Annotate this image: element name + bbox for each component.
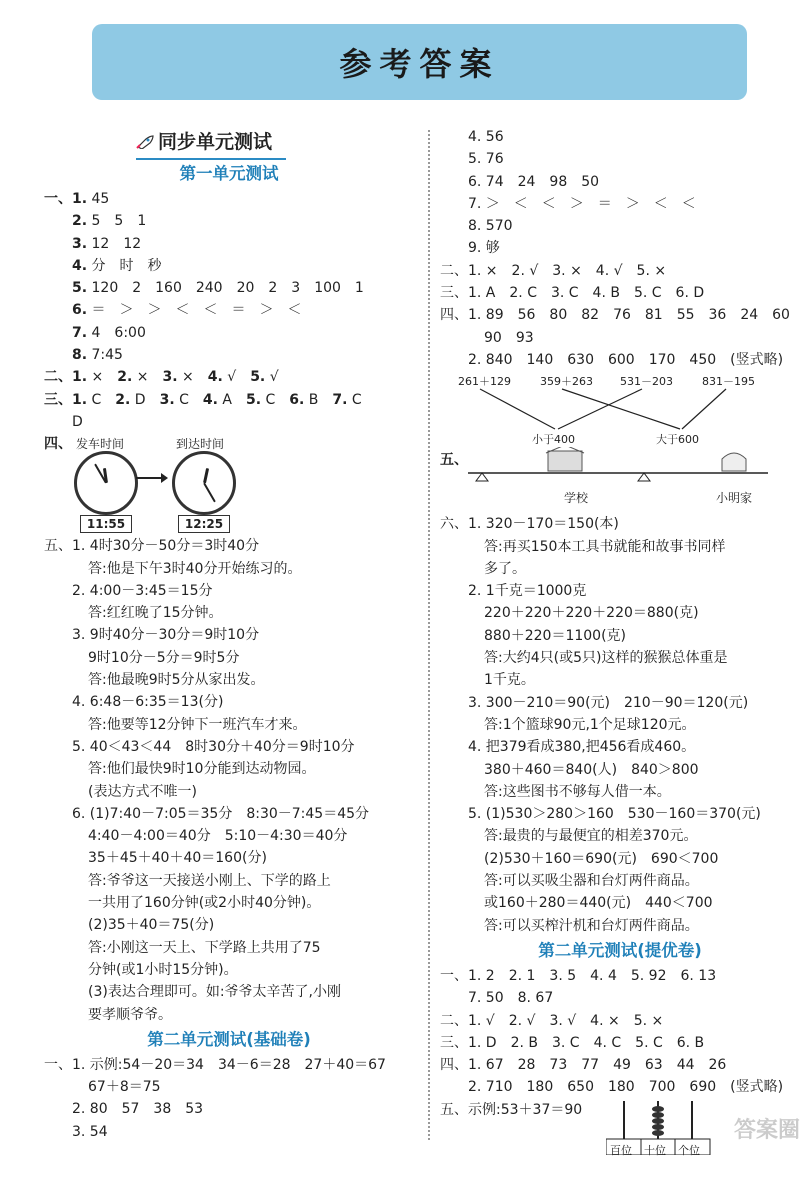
answer-line: 三、1. A 2. C 3. C 4. B 5. C 6. D [440, 285, 705, 302]
house-icon [722, 453, 746, 471]
answer-key-banner [92, 24, 747, 100]
section-header-row [44, 126, 414, 160]
answer-line: 要孝顺爷爷。 [88, 1006, 172, 1023]
answer-line: (2)530＋160＝690(元) 690＜700 [484, 850, 719, 867]
answer-line: 答:他要等12分钟下一班汽车才来。 [88, 716, 307, 733]
section-label: 同步单元测试 [158, 130, 273, 153]
answer-line: 6. 74 24 98 50 [468, 173, 600, 190]
answer-line: 或160＋280＝440(元) 440＜700 [484, 895, 713, 912]
answer-line: 二、1. × 2. × 3. × 4. √ 5. √ [44, 369, 279, 386]
clock1-label: 发车时间 [76, 437, 125, 452]
answer-line: 2. 710 180 650 180 700 690 (竖式略) [468, 1079, 784, 1096]
answer-line: 三、1. C 2. D 3. C 4. A 5. C 6. B 7. C [44, 391, 362, 408]
number-line-diagram [440, 447, 800, 513]
arrival-time: 12:25 [178, 515, 230, 533]
match-expr: 831－195 [702, 375, 755, 389]
answer-line: 五、示例:53＋37＝90 [440, 1101, 583, 1118]
answer-line: 答:再买150本工具书就能和故事书同样 [484, 538, 726, 555]
school-icon [548, 451, 582, 471]
match-target: 小于400 [532, 433, 575, 447]
answer-line: 一、1. 45 [44, 191, 110, 207]
unit1-answers [44, 535, 414, 1026]
answer-line: 220＋220＋220＋220＝880(克) [484, 605, 699, 622]
answer-line: 答:可以买吸尘器和台灯两件商品。 [484, 873, 699, 890]
answer-line: 二、1. √ 2. √ 3. √ 4. × 5. × [440, 1012, 664, 1029]
answer-line: 2. 1千克＝1000克 [468, 583, 587, 600]
match-line [558, 389, 642, 429]
answer-line: 分钟(或1小时15分钟)。 [88, 961, 238, 978]
triangle-marker-icon [476, 473, 488, 481]
match-target: 大于600 [656, 433, 699, 447]
answer-line: 4. 把379看成380,把456看成460。 [468, 739, 696, 756]
answer-line: 6. (1)7:40－7:05＝35分 8:30－7:45＝45分 [72, 805, 370, 822]
right-answers [440, 126, 800, 371]
clock-diagram [44, 433, 414, 532]
answer-line: 四、1. 89 56 80 82 76 81 55 36 24 60 [440, 307, 790, 324]
answer-line: 380＋460＝840(人) 840＞800 [484, 761, 699, 778]
answer-line: D [72, 413, 83, 430]
abacus-label: 个位 [678, 1143, 700, 1157]
answer-line: 答:红红晚了15分钟。 [88, 605, 223, 622]
answer-line: 35＋45＋40＋40＝160(分) [88, 850, 267, 867]
answer-line: (2)35＋40＝75(分) [88, 917, 215, 934]
answer-line: 六、1. 320－170＝150(本) [440, 516, 619, 533]
answer-line: 3. 54 [72, 1123, 108, 1140]
section-heading [136, 126, 286, 160]
answer-line: 一、1. 2 2. 1 3. 5 4. 4 5. 92 6. 13 [440, 967, 717, 984]
answer-line: 答:他是下午3时40分开始练习的。 [88, 560, 302, 577]
answer-line: 1千克。 [484, 672, 535, 689]
school-label: 学校 [564, 491, 589, 506]
triangle-marker-icon [638, 473, 650, 481]
answer-line: 4. 6:48－6:35＝13(分) [72, 694, 224, 711]
answer-line: 3. 300－210＝90(元) 210－90＝120(元) [468, 694, 749, 711]
answer-line: 答:小刚这一天上、下学路上共用了75 [88, 939, 321, 956]
answer-line: 答:这些图书不够每人借一本。 [484, 783, 671, 800]
hour-hand [203, 468, 209, 483]
answer-line: 一共用了160分钟(或2小时40分钟)。 [88, 895, 321, 912]
answer-line: 7. ＞ ＜ ＜ ＞ ＝ ＞ ＜ ＜ [468, 195, 696, 212]
clock2-label: 到达时间 [176, 437, 225, 452]
answer-line: 3. 12 12 [72, 235, 142, 252]
answer-line: 答:他们最快9时10分能到达动物园。 [88, 761, 316, 778]
match-expr: 531－203 [620, 375, 673, 389]
answer-line: 67＋8＝75 [88, 1079, 161, 1096]
answer-line: (3)表达合理即可。如:爷爷太辛苦了,小刚 [88, 984, 341, 1001]
answer-line: 90 93 [484, 329, 534, 346]
rocket-icon [136, 135, 154, 149]
answer-line: 7. 4 6:00 [72, 324, 146, 341]
answer-line: 9. 够 [468, 240, 500, 257]
answer-line: 6. ＝ ＞ ＞ ＜ ＜ ＝ ＞ ＜ [72, 302, 302, 319]
answer-line: 8. 7:45 [72, 347, 123, 364]
question-label: 四、 [44, 436, 72, 453]
match-expr: 261＋129 [458, 375, 511, 389]
unit2b-title: 第二单元测试(提优卷) [538, 940, 702, 960]
answer-line: 2. 5 5 1 [72, 213, 147, 230]
answer-line: 二、1. × 2. √ 3. × 4. √ 5. × [440, 262, 667, 279]
answer-line: 答:1个篮球90元,1个足球120元。 [484, 716, 696, 733]
right-column [440, 126, 800, 1181]
left-column [44, 126, 414, 1143]
answer-line: 8. 570 [468, 218, 513, 235]
answer-line: (表达方式不唯一) [88, 783, 197, 800]
abacus-label: 百位 [610, 1143, 632, 1157]
answer-line: 4:40－4:00＝40分 5:10－4:30＝40分 [88, 828, 348, 845]
minute-hand [203, 483, 216, 503]
answer-line: 4. 56 [468, 129, 504, 145]
answer-line: 2. 840 140 630 600 170 450 (竖式略) [468, 351, 784, 368]
match-expr: 359＋263 [540, 375, 593, 389]
answer-line: 答:大约4只(或5只)这样的猴猴总体重是 [484, 650, 728, 667]
answer-line: 5. 120 2 160 240 20 2 3 100 1 [72, 280, 364, 297]
match-line [562, 389, 680, 429]
question-label: 五、 [440, 452, 468, 469]
answer-line: 多了。 [484, 560, 526, 577]
answer-line: 四、1. 67 28 73 77 49 63 44 26 [440, 1057, 727, 1074]
answer-line: 4. 分 时 秒 [72, 257, 162, 274]
page-title: 参考答案 [339, 45, 500, 83]
answer-line: 一、1. 示例:54－20＝34 34－6＝28 27＋40＝67 [44, 1056, 386, 1073]
answer-line: 三、1. D 2. B 3. C 4. C 5. C 6. B [440, 1034, 705, 1051]
answer-line: 5. (1)530＞280＞160 530－160＝370(元) [468, 806, 761, 823]
unit2b-answers [440, 965, 800, 1121]
answer-line: 五、1. 4时30分－50分＝3时40分 [44, 538, 260, 555]
arrow-icon [136, 477, 166, 479]
answer-line: 答:爷爷这一天接送小刚上、下学的路上 [88, 872, 331, 889]
right-word-problems [440, 513, 800, 937]
answer-line: 3. 9时40分－30分＝9时10分 [72, 627, 260, 644]
unit1-title: 第一单元测试 [179, 164, 279, 183]
answer-line: 7. 50 8. 67 [468, 990, 554, 1007]
departure-time: 11:55 [80, 515, 132, 533]
home-label: 小明家 [716, 491, 753, 506]
match-line [682, 389, 726, 429]
clock-face-arrival [172, 451, 236, 515]
answer-line: 9时10分－5分＝9时5分 [88, 649, 240, 666]
answer-line: 2. 80 57 38 53 [72, 1101, 204, 1118]
clock-face-departure [74, 451, 138, 515]
answer-line: 答:可以买榨汁机和台灯两件商品。 [484, 917, 699, 934]
answer-line: 5. 40＜43＜44 8时30分＋40分＝9时10分 [72, 738, 355, 755]
answer-line: 880＋220＝1100(克) [484, 627, 626, 644]
match-line [480, 389, 555, 429]
answer-line: 答:最贵的与最便宜的相差370元。 [484, 828, 698, 845]
unit2a-answers [44, 1054, 414, 1143]
column-divider [428, 130, 430, 1140]
abacus-label: 十位 [644, 1143, 666, 1157]
watermark: 答案圈 [733, 1118, 800, 1143]
answer-line: 5. 76 [468, 151, 504, 168]
answer-line: 答:他最晚9时5分从家出发。 [88, 672, 265, 689]
answer-line: 2. 4:00－3:45＝15分 [72, 582, 213, 599]
unit2a-title: 第二单元测试(基础卷) [147, 1029, 311, 1049]
matching-diagram [440, 371, 780, 447]
